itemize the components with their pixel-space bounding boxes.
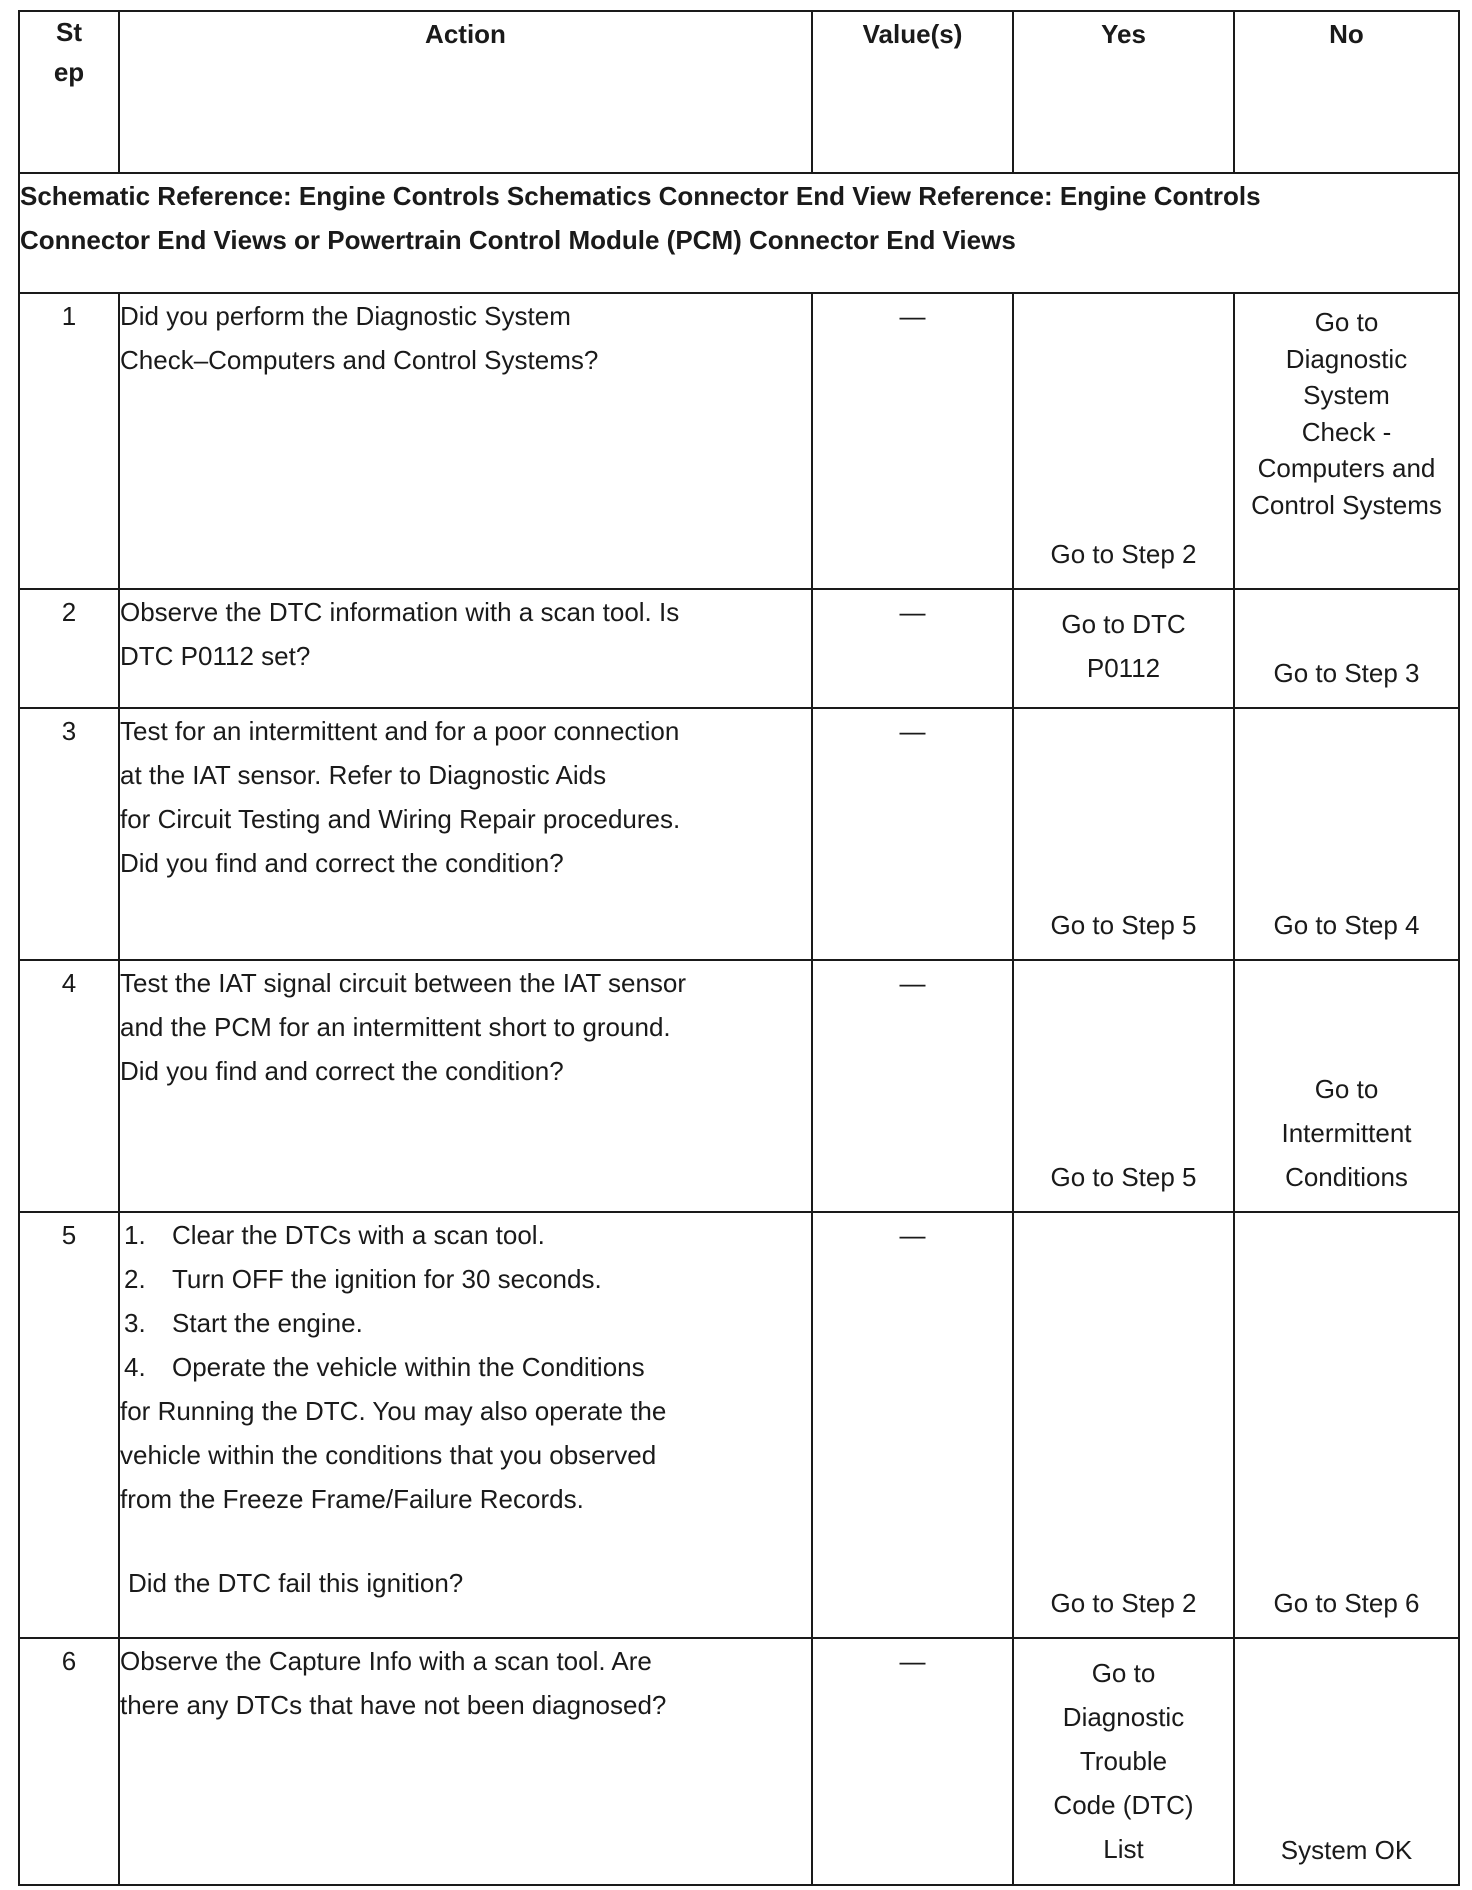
no-action-line: Intermittent: [1281, 1118, 1412, 1148]
yes-cell: [1013, 708, 1234, 960]
no-cell: [1234, 708, 1459, 960]
action-line: Did you find and correct the condition?: [120, 1056, 564, 1086]
header-no: No: [1234, 11, 1459, 173]
list-number: 4.: [124, 1352, 146, 1382]
list-item: [120, 1301, 811, 1345]
action-line: Test for an intermittent and for a poor connection: [120, 716, 680, 746]
yes-action-line: Code (DTC): [1053, 1790, 1194, 1820]
schematic-reference-line1: Schematic Reference: Engine Controls Schematics Connector End View Reference: Engine Controls: [20, 181, 1261, 211]
table-row: [19, 1212, 1459, 1638]
no-cell: [1234, 589, 1459, 708]
action-line: there any DTCs that have not been diagnosed?: [120, 1690, 667, 1720]
step-number: 3: [19, 708, 119, 960]
table-row: [19, 960, 1459, 1212]
action-line: from the Freeze Frame/Failure Records.: [120, 1484, 584, 1514]
action-line: Test the IAT signal circuit between the IAT sensor: [120, 968, 687, 998]
no-action-line: Control Systems: [1251, 489, 1442, 520]
list-number: 3.: [124, 1308, 146, 1338]
yes-action-line: Go to: [1091, 1658, 1156, 1688]
schematic-reference-row: [19, 173, 1459, 293]
schematic-reference-line2: Connector End Views or Powertrain Control Module (PCM) Connector End Views: [20, 225, 1016, 255]
yes-action-line: Diagnostic: [1062, 1702, 1185, 1732]
value-cell: —: [812, 293, 1013, 589]
step-number: 4: [19, 960, 119, 1212]
diagnostic-table: [18, 10, 1460, 1886]
no-action-line: Conditions: [1285, 1162, 1408, 1192]
no-action-line: Check -: [1301, 416, 1392, 447]
yes-cell: [1013, 589, 1234, 708]
step-number: 2: [19, 589, 119, 708]
action-line: DTC P0112 set?: [120, 641, 311, 671]
action-question: Did the DTC fail this ignition?: [128, 1568, 464, 1598]
no-action: System OK: [1280, 1835, 1413, 1865]
no-cell: [1234, 1212, 1459, 1638]
no-action: Go to Step 4: [1273, 910, 1420, 940]
list-item: [120, 1213, 811, 1257]
action-line: and the PCM for an intermittent short to ground.: [120, 1012, 671, 1042]
list-text: Start the engine.: [172, 1308, 363, 1338]
action-line: for Running the DTC. You may also operate the: [120, 1396, 667, 1426]
header-yes: Yes: [1013, 11, 1234, 173]
header-values: Value(s): [812, 11, 1013, 173]
action-line: Check–Computers and Control Systems?: [120, 345, 599, 375]
action-line: vehicle within the conditions that you observed: [120, 1440, 657, 1470]
action-cell: [119, 293, 812, 589]
yes-action: Go to Step 5: [1050, 910, 1197, 940]
list-text: Operate the vehicle within the Conditions: [172, 1352, 645, 1382]
header-step: [19, 11, 119, 173]
yes-action: Go to Step 5: [1050, 1162, 1197, 1192]
action-line: for Circuit Testing and Wiring Repair procedures.: [120, 804, 681, 834]
no-action-line: Go to: [1314, 1074, 1379, 1104]
no-action: Go to Step 6: [1273, 1588, 1420, 1618]
yes-cell: [1013, 960, 1234, 1212]
yes-action-line: List: [1103, 1834, 1144, 1864]
no-action-line: Go to: [1314, 307, 1379, 337]
schematic-reference: [19, 173, 1459, 293]
action-line: at the IAT sensor. Refer to Diagnostic Aids: [120, 760, 607, 790]
list-item: [120, 1257, 811, 1301]
yes-action: Go to Step 2: [1050, 539, 1197, 569]
yes-cell: [1013, 293, 1234, 589]
action-line: Did you perform the Diagnostic System: [120, 301, 571, 331]
table-row: [19, 708, 1459, 960]
no-action: Go to Step 3: [1273, 658, 1420, 688]
header-row: [19, 11, 1459, 173]
action-line: Observe the DTC information with a scan tool. Is: [120, 597, 680, 627]
header-step-line1: St: [56, 17, 82, 47]
yes-action-line: Go to DTC: [1061, 609, 1186, 639]
list-number: 2.: [124, 1264, 146, 1294]
value-cell: —: [812, 589, 1013, 708]
no-cell: [1234, 960, 1459, 1212]
no-action-line: System: [1303, 380, 1390, 410]
list-text: Turn OFF the ignition for 30 seconds.: [172, 1264, 602, 1294]
header-action: Action: [119, 11, 812, 173]
no-cell: [1234, 1638, 1459, 1885]
action-cell: [119, 589, 812, 708]
list-item: [120, 1345, 811, 1389]
no-action-line: Diagnostic: [1285, 343, 1408, 374]
action-cell: [119, 1638, 812, 1885]
table-row: [19, 293, 1459, 589]
action-cell: [119, 960, 812, 1212]
yes-action: Go to Step 2: [1050, 1588, 1197, 1618]
action-line: Observe the Capture Info with a scan tool. Are: [120, 1646, 652, 1676]
action-cell: [119, 708, 812, 960]
header-step-line2: ep: [53, 57, 85, 87]
value-cell: —: [812, 708, 1013, 960]
action-cell: [119, 1212, 812, 1638]
action-line: Did you find and correct the condition?: [120, 848, 564, 878]
no-action-line: Computers and: [1257, 453, 1436, 483]
yes-action-line: P0112: [1086, 653, 1161, 683]
step-number: 6: [19, 1638, 119, 1885]
value-cell: —: [812, 1638, 1013, 1885]
step-number: 1: [19, 293, 119, 589]
list-number: 1.: [124, 1220, 146, 1250]
yes-action-line: Trouble: [1079, 1746, 1168, 1776]
yes-cell: [1013, 1638, 1234, 1885]
table-row: [19, 1638, 1459, 1885]
table-row: [19, 589, 1459, 708]
step-number: 5: [19, 1212, 119, 1638]
list-text: Clear the DTCs with a scan tool.: [172, 1220, 545, 1250]
value-cell: —: [812, 1212, 1013, 1638]
yes-cell: [1013, 1212, 1234, 1638]
value-cell: —: [812, 960, 1013, 1212]
no-cell: [1234, 293, 1459, 589]
